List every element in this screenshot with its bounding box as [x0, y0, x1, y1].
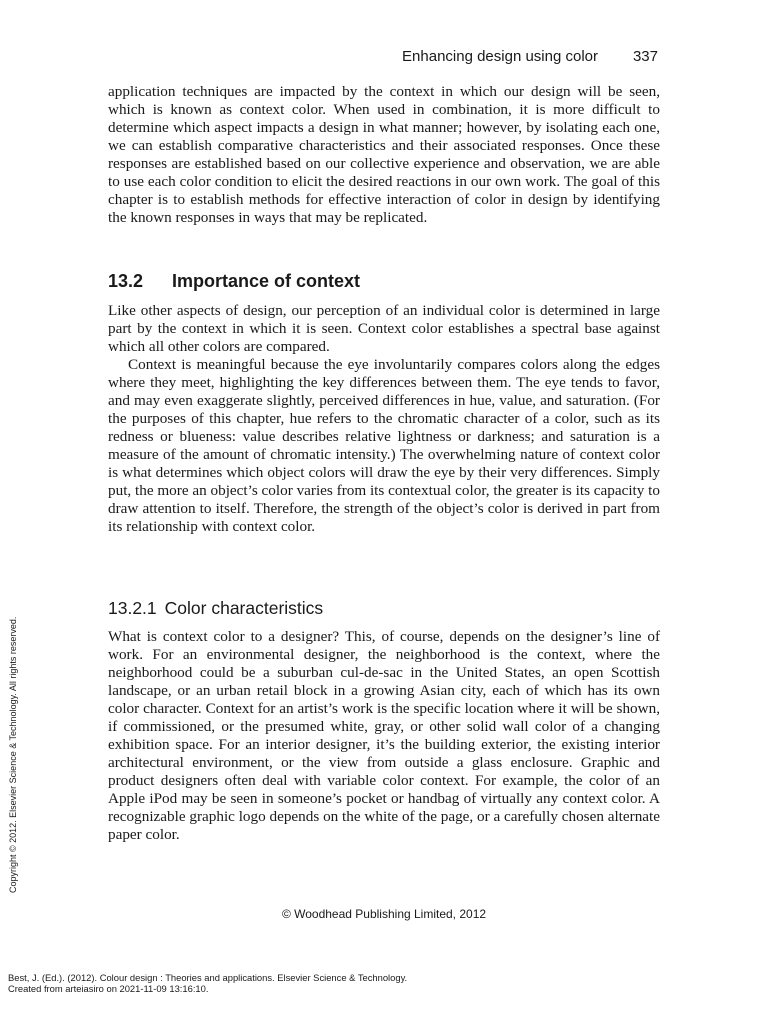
running-head-title: Enhancing design using color — [402, 48, 598, 65]
section-title: Importance of context — [172, 271, 361, 291]
section-paragraph-2: Context is meaningful because the eye involuntarily compares colors along the edges where they meet, highlighting the key differences between them. The eye tends to favor, and may even exaggerate slightly, perceived differences in hue, value, and saturation. (For the purposes of this chapter, hue refers to the chromatic character of a color, such as its redness or blueness: value describes relative lightness or darkness; and saturation is a measure of the amount of chromatic intensity.) The overwhelming nature of context color is what determines which object colors will draw the eye by their very differences. Simply put, the more an object’s color varies from its contextual color, the greater is its capacity to draw attention to itself. Therefore, the strength of the object’s color is derived in part from its relationship with context color. — [108, 356, 660, 535]
citation — [8, 972, 407, 994]
section-heading — [108, 270, 360, 292]
section-paragraph-1: Like other aspects of design, our perception of an individual color is determined in large part by the context in which it is seen. Context color establishes a spectral base against which all other colors are compared. — [108, 302, 660, 355]
page-number: 337 — [632, 48, 658, 65]
subsection-paragraph: What is context color to a designer? This, of course, depends on the designer’s line of work. For an environmental designer, the neighborhood is the context, where the neighborhood could be a suburban cul-de-sac in the United States, an open Scottish landscape, or an urban retail block in a growing Asian city, each of which has its own color character. Context for an artist’s work is the specific location where it will be shown, if commissioned, or the presumed white, gray, or other solid wall color of a changing exhibition space. For an interior designer, it’s the building exterior, the existing interior architectural environment, or the view from outside a glass enclosure. Graphic and product designers often deal with variable color context. For example, the color of an Apple iPod may be seen in someone’s pocket or handbag of virtually any context color. A recognizable graphic logo depends on the white of the page, or a carefully chosen alternate paper color. — [108, 628, 661, 843]
side-copyright: Copyright © 2012. Elsevier Science & Technology. All rights reserved. — [8, 616, 18, 893]
citation-line-2: Created from arteiasiro on 2021-11-09 13:16:10. — [8, 983, 209, 994]
citation-line-1: Best, J. (Ed.). (2012). Colour design : Theories and applications. Elsevier Science & Technology. — [8, 972, 408, 983]
intro-paragraph: application techniques are impacted by the context in which our design will be seen, which is known as context color. When used in combination, it is more difficult to determine which aspect impacts a design in what manner; however, by isolating each one, we can establish comparative characteristics and their associated responses. Once these responses are established based on our collective experience and observation, we are able to use each color condition to elicit the desired reactions in our own work. The goal of this chapter is to establish methods for effective interaction of color in design by identifying the known responses in ways that may be replicated. — [108, 83, 660, 226]
running-head — [108, 48, 660, 68]
subsection-number: 13.2.1 — [108, 598, 157, 618]
subsection-heading — [108, 597, 323, 619]
section-number: 13.2 — [108, 271, 144, 291]
subsection-title: Color characteristics — [164, 598, 324, 618]
publisher-copyright: © Woodhead Publishing Limited, 2012 — [281, 907, 487, 921]
